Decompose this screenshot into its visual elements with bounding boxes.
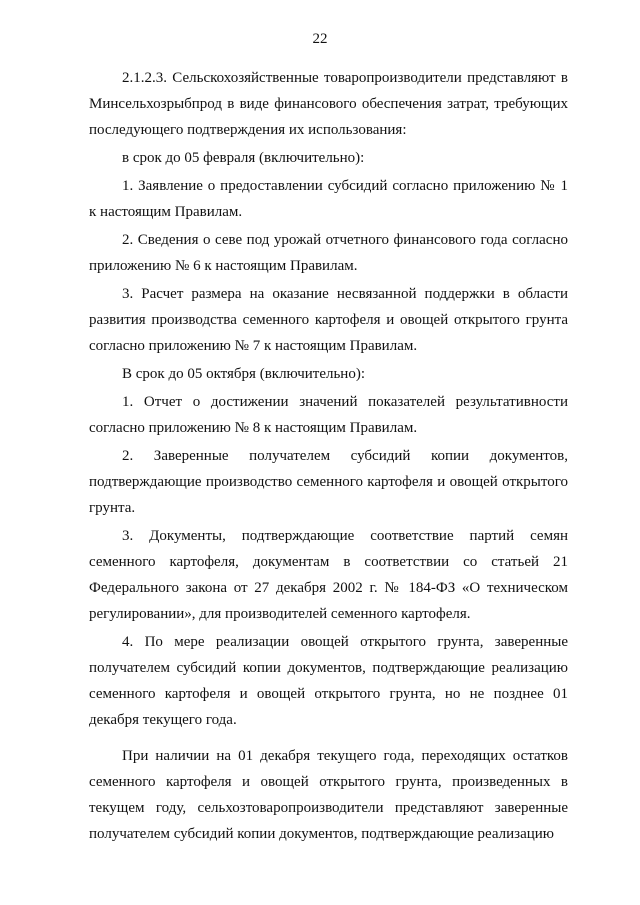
paragraph-february-item-3: 3. Расчет размера на оказание несвязанной поддержки в области развития производства семенного картофеля и овощей открытого грунта согласно приложению № 7 к настоящим Правилам. bbox=[89, 286, 568, 354]
paragraph-october-item-3: 3. Документы, подтверждающие соответствие партий семян семенного картофеля, документам в соответствии со статьей 21 Федерального закона от 27 декабря 2002 г. № 184-ФЗ «О техническом регулировании», для производителей семенного картофеля. bbox=[89, 528, 568, 622]
paragraph-deadline-october: В срок до 05 октября (включительно): bbox=[122, 366, 365, 382]
paragraph-february-item-1: 1. Заявление о предоставлении субсидий согласно приложению № 1 к настоящим Правилам. bbox=[89, 178, 568, 220]
page-number: 22 bbox=[312, 31, 328, 47]
document-body bbox=[89, 65, 568, 847]
paragraph-deadline-february: в срок до 05 февраля (включительно): bbox=[122, 150, 365, 166]
paragraph-october-item-1: 1. Отчет о достижении значений показателей результативности согласно приложению № 8 к настоящим Правилам. bbox=[89, 394, 568, 436]
paragraph-february-item-2: 2. Сведения о севе под урожай отчетного финансового года согласно приложению № 6 к настоящим Правилам. bbox=[89, 232, 568, 274]
paragraph-october-item-2: 2. Заверенные получателем субсидий копии документов, подтверждающие производство семенного картофеля и овощей открытого грунта. bbox=[89, 448, 568, 516]
paragraph-2-1-2-3: 2.1.2.3. Сельскохозяйственные товаропроизводители представляют в Минсельхозрыбпрод в виде финансового обеспечения затрат, требующих последующего подтверждения их использования: bbox=[89, 70, 568, 138]
paragraph-october-item-4: 4. По мере реализации овощей открытого грунта, заверенные получателем субсидий копии документов, подтверждающие реализацию семенного картофеля и овощей открытого грунта, но не позднее 01 декабря текущего года. bbox=[89, 634, 568, 728]
paragraph-december-remainders: При наличии на 01 декабря текущего года, переходящих остатков семенного картофеля и овощей открытого грунта, произведенных в текущем году, сельхозтоваропроизводители представляют заверенные получателем субсидий копии документов, подтверждающие реализацию bbox=[89, 748, 568, 842]
